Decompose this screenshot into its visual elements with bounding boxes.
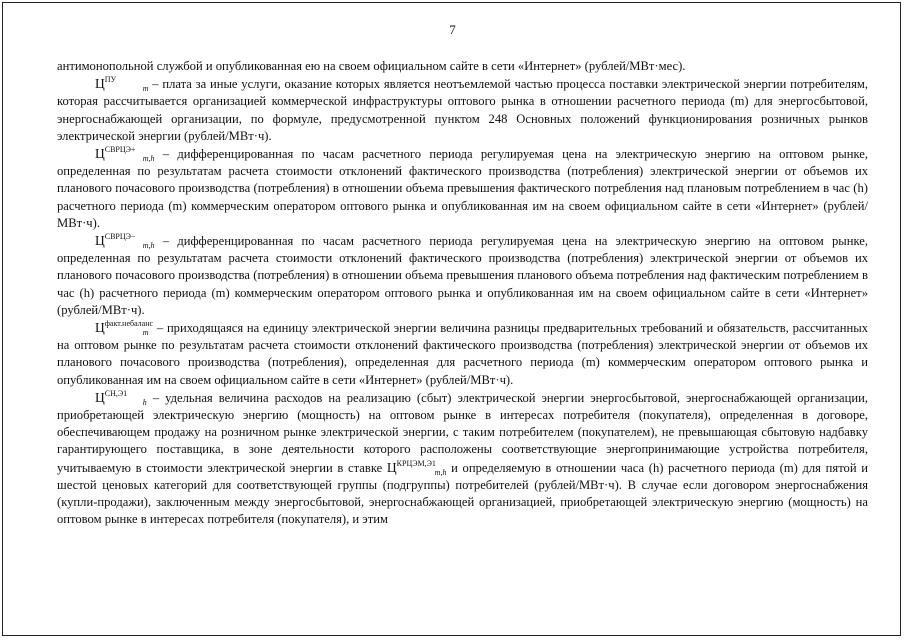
paragraph-text: – удельная величина расходов на реализацию (сбыт) электрической энергии энергосбытовой, энергоснабжающей организации, приобретающей электрическую энергию (мощность) на оптовом рынке в интересах потребителя (покупателя), определенная в договоре, обеспечивающем продажу на розничном рынке электрической энергии, с таким потребителем (покупателем), не превышающая сбытовую надбавку гарантирующего поставщика, в зоне деятельности которого расположены соответствующие энергопринимающие устройства потребителя, учитываемую в стоимости электрической энергии в ставке <box>57 390 868 475</box>
paragraph-price-svrce-plus <box>57 145 868 232</box>
paragraph-sales-expenses <box>57 389 868 529</box>
paragraph-text-continued: и определяемую в отношении часа (h) расчетного периода (m) для пятой и шестой ценовых категорий для соответствующей группы (подгруппы) потребителей (рублей/МВт·ч). В случае если договором энергоснабжения (купли-продажи), заключенным между энергосбытовой, энергоснабжающей организацией, приобретающей электрическую энергию (мощность) на оптовом рынке в интересах потребителя (покупателя), и этим <box>57 460 868 527</box>
formula-symbol: $Ц^{ПУ}_m$ <box>95 75 149 94</box>
page-number: 7 <box>449 22 456 37</box>
paragraph-continuation: антимонопольной службой и опубликованная ею на своем официальном сайте в сети «Интернет» (рублей/МВт·мес). <box>57 59 686 73</box>
formula-symbol: $Ц^{СВРЦЭ-}_{m,h}$ <box>95 232 155 251</box>
formula-symbol: $Ц^{СН,Э1}_h$ <box>95 388 147 407</box>
paragraph-price-svrce-minus <box>57 232 868 319</box>
document-body <box>57 58 868 528</box>
paragraph-price-imbalance <box>57 319 868 389</box>
inline-formula-symbol: $Ц^{КРЦЭМ,Э1}_{m,h}$ <box>386 458 447 477</box>
paragraph-price-other-services <box>57 75 868 145</box>
paragraph-text: – дифференцированная по часам расчетного периода регулируемая цена на электрическую энергию на оптовом рынке, определенная по результатам расчета стоимости отклонений фактического производства (потребления) электрической энергии от объемов их планового почасового производства (потребления) в отношении объема превышения фактического потребления над плановым потреблением в час (h) расчетного периода (m) коммерческим оператором оптового рынка и опубликованная им на своем официальном сайте в сети «Интернет» (рублей/МВт·ч). <box>57 147 868 230</box>
paragraph-text: – дифференцированная по часам расчетного периода регулируемая цена на электрическую энергию на оптовом рынке, определенная по результатам расчета стоимости отклонений фактического производства (потребления) электрической энергии от объемов их планового почасового производства (потребления) в отношении объема превышения планового объема потребления над фактическим потреблением в час (h) расчетного периода (m) коммерческим оператором оптового рынка и опубликованная им на своем официальном сайте в сети «Интернет» (рублей/МВт·ч). <box>57 234 868 317</box>
paragraph-text: – приходящаяся на единицу электрической энергии величина разницы предварительных требований и обязательств, рассчитанных на оптовом рынке по результатам расчета стоимости отклонений фактического производства (потребления) электрической энергии от объемов их планового почасового производства (потребления), определенная для расчетного периода (m) коммерческим оператором оптового рынка и опубликованная им на своем официальном сайте в сети «Интернет» (рублей/МВт·ч). <box>57 321 868 387</box>
formula-symbol: $Ц^{факт.небаланс}_m$ <box>95 319 154 338</box>
paragraph-text: – плата за иные услуги, оказание которых является неотъемлемой частью процесса поставки электрической энергии потребителям, которая рассчитывается организацией коммерческой инфраструктуры оптового рынка в отношении расчетного периода (m) для энергосбытовой, энергоснабжающей организации, по формуле, предусмотренной пунктом 248 Основных положений функционирования розничных рынков электрической энергии (рублей/МВт·ч). <box>57 77 868 143</box>
formula-symbol: $Ц^{СВРЦЭ+}_{m,h}$ <box>95 145 155 164</box>
